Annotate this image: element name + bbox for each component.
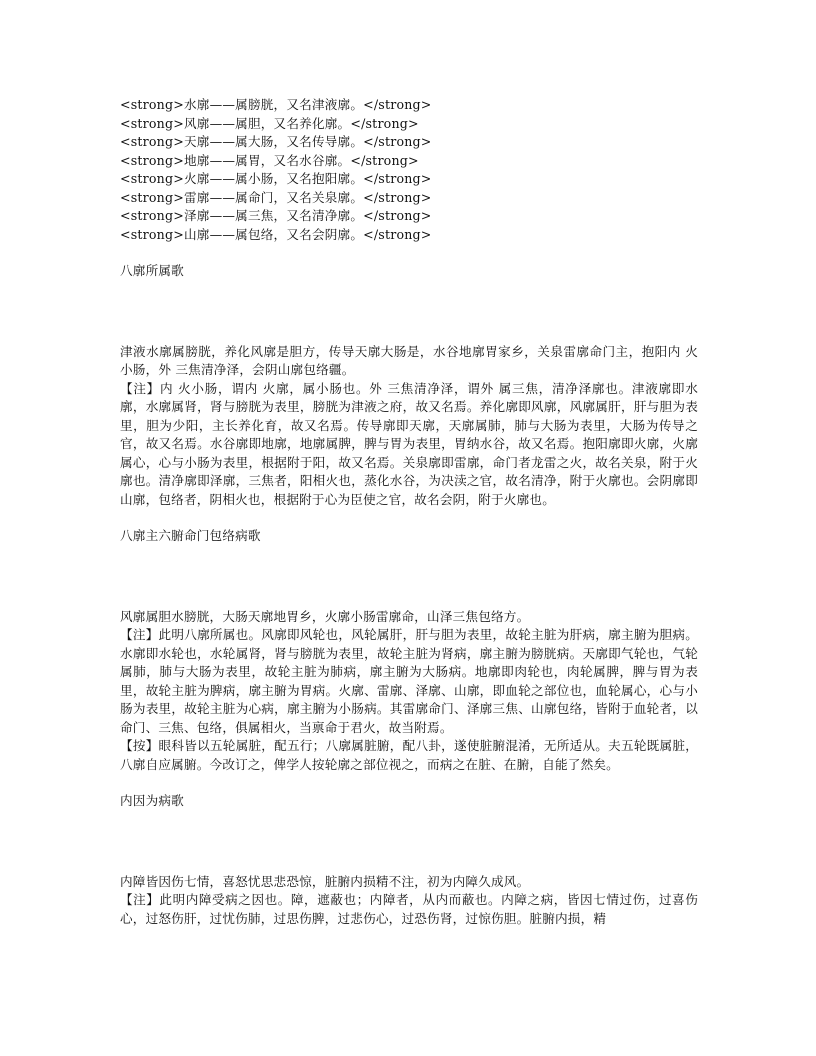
section-heading: 八廓所属歌 <box>120 263 184 278</box>
list-item: <strong>火廓——属小肠，又名抱阳廓。</strong> <box>120 171 432 186</box>
section-heading: 内因为病歌 <box>120 793 184 808</box>
remark-paragraph: 【按】眼科皆以五轮属脏，配五行；八廓属脏腑，配八卦，遂使脏腑混淆，无所适从。夫五轮既属脏，八廓自应属腑。今改订之，俾学人按轮廓之部位视之，而病之在脏、在腑，自能了然矣。 <box>120 738 698 772</box>
section-heading: 八廓主六腑命门包络病歌 <box>120 528 261 543</box>
verse-paragraph: 风廓属胆水膀胱，大肠天廓地胃乡，火廓小肠雷廓命，山泽三焦包络方。 <box>120 608 530 624</box>
list-item: <strong>风廓——属胆，又名养化廓。</strong> <box>120 115 419 131</box>
list-item: <strong>地廓——属胃，又名水谷廓。</strong> <box>120 152 419 168</box>
list-item: <strong>山廓——属包络，又名会阴廓。</strong> <box>120 226 432 242</box>
spacer <box>120 546 698 608</box>
note-paragraph: 【注】内 火小肠，谓内 火廓，属小肠也。外 三焦清净泽，谓外 属三焦，清净泽廓也。津液廓即水廓，水廓属肾，肾与膀胱为表里，膀胱为津液之府，故又名焉。养化廓即风廓，风廓属肝，肝与胆为表里，胆为少阳，主长养化育，故又名焉。传导廓即天廓，天廓属肺，肺与大肠为表里，大肠为传导之官，故又名焉。水谷廓即地廓，地廓属脾，脾与胃为表里，胃纳水谷，故又名焉。抱阳廓即火廓，火廓属心，心与小肠为表里，根据附于阳，故又名焉。关泉廓即雷廓，命门者龙雷之火，故名关泉，附于火廓也。清净廓即泽廓，三焦者，阳相火也，蒸化水谷，为决渎之官，故名清净，附于火廓也。会阴廓即山廓，包络者，阴相火也，根据附于心为臣使之官，故名会阴，附于火廓也。 <box>120 380 698 507</box>
note-paragraph: 【注】此明八廓所属也。风廓即风轮也，风轮属肝，肝与胆为表里，故轮主脏为肝病，廓主腑为胆病。水廓即水轮也，水轮属肾，肾与膀胱为表里，故轮主脏为肾病，廓主腑为膀胱病。天廓即气轮也，气轮属肺，肺与大肠为表里，故轮主脏为肺病，廓主腑为大肠病。地廓即肉轮也，肉轮属脾，脾与胃为表里，故轮主脏为脾病，廓主腑为胃病。火廓、雷廓、泽廓、山廓，即血轮之部位也，血轮属心，心与小肠为表里，故轮主脏为心病，廓主腑为小肠病。其雷廓命门、泽廓三焦、山廓包络，皆附于血轮者，以命门、三焦、包络，俱属相火，当禀命于君火，故当附焉。 <box>120 627 698 735</box>
list-item: <strong>雷廓——属命门，又名关泉廓。</strong> <box>120 189 432 205</box>
spacer <box>120 811 698 873</box>
list-item: <strong>泽廓——属三焦，又名清净廓。</strong> <box>120 208 432 223</box>
lian-list <box>120 96 698 244</box>
spacer <box>120 281 698 343</box>
verse-paragraph: 津液水廓属膀胱，养化风廓是胆方，传导天廓大肠是，水谷地廓胃家乡，关泉雷廓命门主，抱阳内 火小肠，外 三焦清净泽，会阴山廓包络疆。 <box>120 343 698 377</box>
note-paragraph: 【注】此明内障受病之因也。障，遮蔽也；内障者，从内而蔽也。内障之病，皆因七情过伤，过喜伤心，过怒伤肝，过忧伤肺，过思伤脾，过悲伤心，过恐伤肾，过惊伤胆。脏腑内损，精 <box>120 892 698 926</box>
list-item: <strong>天廓——属大肠，又名传导廓。</strong> <box>120 134 432 149</box>
verse-paragraph: 内障皆因伤七情，喜怒忧思悲恐惊，脏腑内损精不注，初为内障久成风。 <box>120 873 530 889</box>
list-item: <strong>水廓——属膀胱，又名津液廓。</strong> <box>120 97 432 112</box>
document-page <box>120 96 698 928</box>
